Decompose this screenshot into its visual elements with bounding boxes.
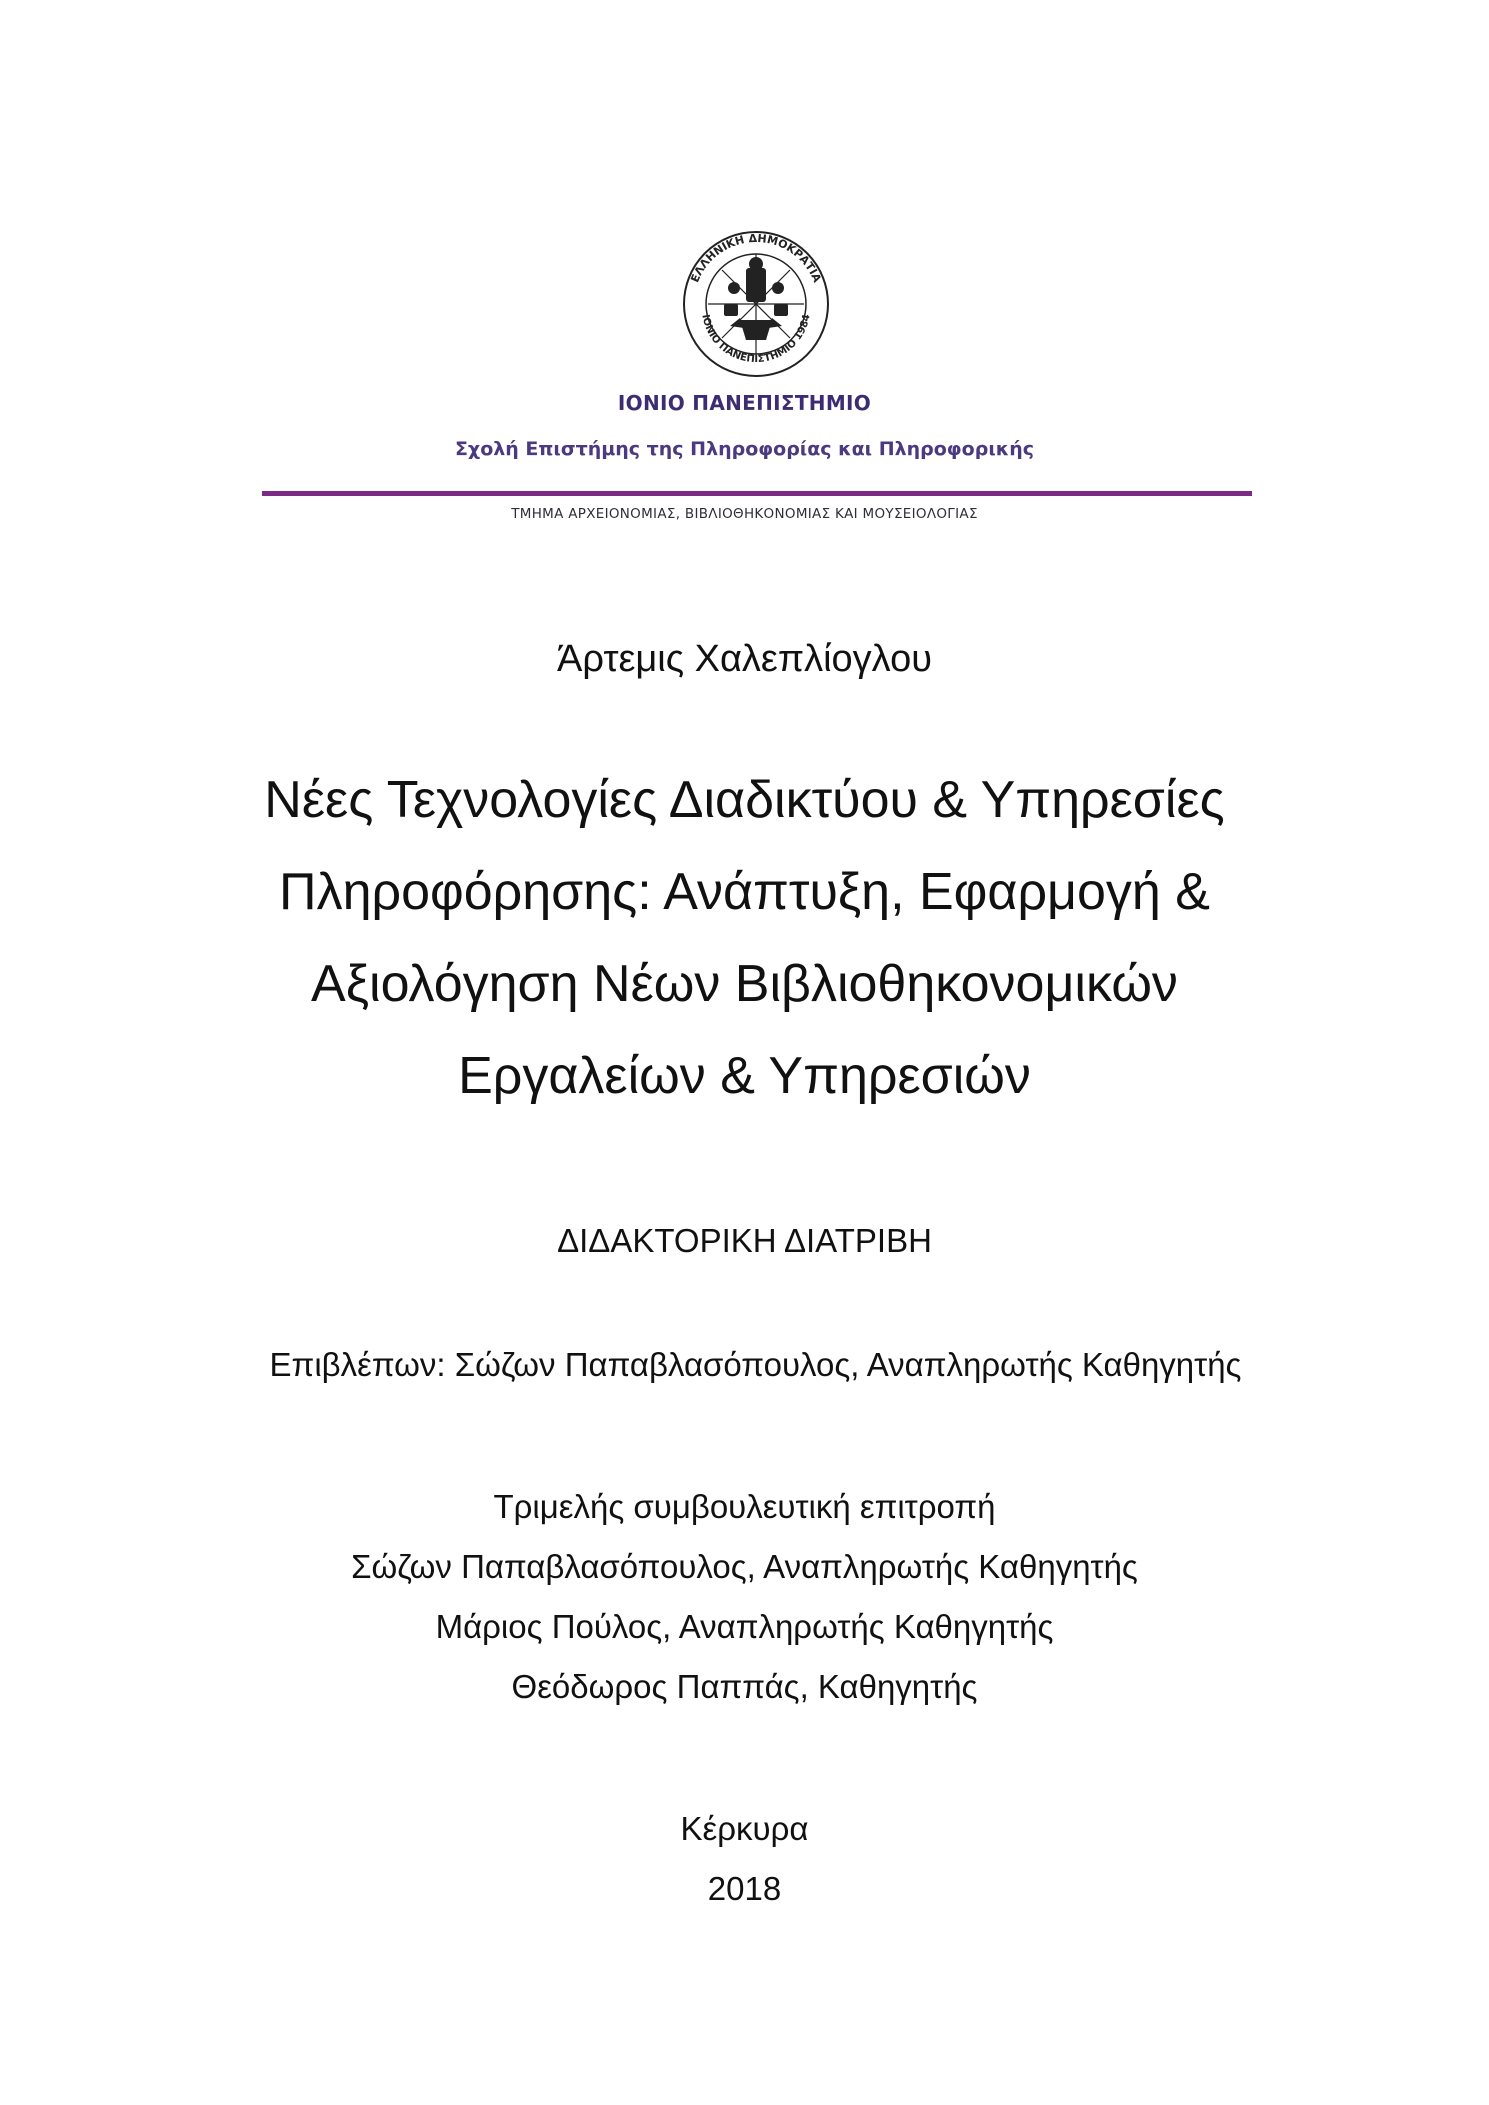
committee-heading: Τριμελής συμβουλευτική επιτροπή <box>493 1488 996 1525</box>
committee-member: Θεόδωρος Παππάς, Καθηγητής <box>511 1668 978 1705</box>
author-name: Άρτεμις Χαλεπλίογλου <box>557 638 932 680</box>
thesis-title-line: Νέες Τεχνολογίες Διαδικτύου & Υπηρεσίες <box>264 771 1225 829</box>
document-type: ΔΙΔΑΚΤΟΡΙΚΗ ΔΙΑΤΡΙΒΗ <box>557 1222 932 1259</box>
department-name: ΤΜΗΜΑ ΑΡΧΕΙΟΝΟΜΙΑΣ, ΒΙΒΛΙΟΘΗΚΟΝΟΜΙΑΣ ΚΑΙ ΜΟΥΣΕΙΟΛΟΓΙΑΣ <box>511 506 978 522</box>
university-name: ΙΟΝΙΟ ΠΑΝΕΠΙΣΤΗΜΙΟ <box>617 391 872 415</box>
thesis-title-line: Πληροφόρησης: Ανάπτυξη, Εφαρμογή & <box>279 863 1210 921</box>
header-divider <box>262 491 1252 496</box>
supervisor-line: Επιβλέπων: Σώζων Παπαβλασόπουλος, Αναπληρωτής Καθηγητής <box>269 1346 1242 1383</box>
thesis-title-line: Αξιολόγηση Νέων Βιβλιοθηκονομικών <box>311 955 1178 1013</box>
university-seal-logo <box>680 228 832 380</box>
thesis-title-line: Εργαλείων & Υπηρεσιών <box>458 1047 1031 1105</box>
committee-member: Μάριος Πούλος, Αναπληρωτής Καθηγητής <box>435 1608 1054 1645</box>
committee-member: Σώζων Παπαβλασόπουλος, Αναπληρωτής Καθηγητής <box>351 1548 1138 1585</box>
school-name: Σχολή Επιστήμης της Πληροφορίας και Πληροφορικής <box>454 438 1035 460</box>
year: 2018 <box>707 1870 782 1907</box>
seal-ring-bottom-text: ΙΟΝΙΟ ΠΑΝΕΠΙΣΤΗΜΙΟ 1984 <box>699 313 813 366</box>
seal-ring-top-text: ΕΛΛΗΝΙΚΗ ΔΗΜΟΚΡΑΤΙΑ <box>688 231 824 285</box>
place: Κέρκυρα <box>680 1810 809 1847</box>
